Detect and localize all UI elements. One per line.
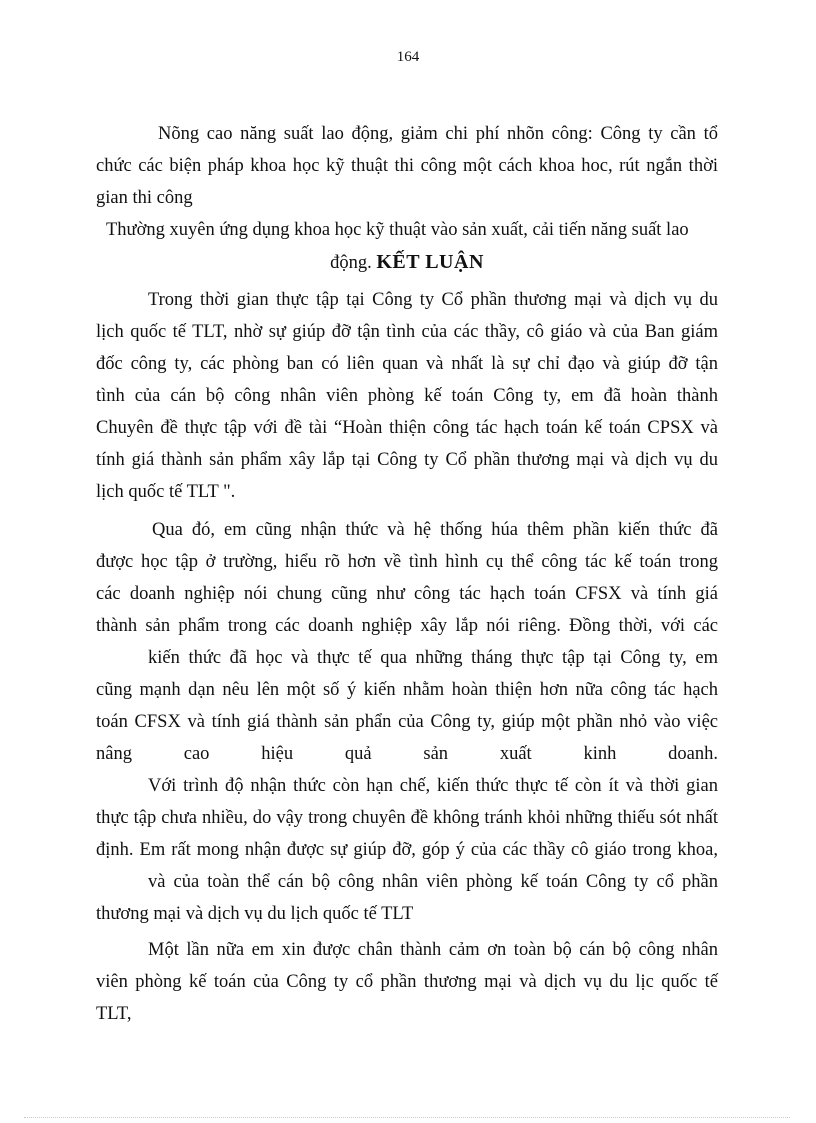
text-line: lịch quốc tế TLT ". xyxy=(96,482,236,502)
text-line: tình của cán bộ công nhân viên phòng kế toán Công ty, em đã hoàn thành xyxy=(96,386,718,406)
text-line: gian thi công xyxy=(96,188,193,208)
text-line: TLT, xyxy=(96,1004,132,1024)
text-line: và của toàn thể cán bộ công nhân viên phòng kế toán Công ty cổ phần xyxy=(148,872,718,892)
text-line: thực tập chưa nhiều, do vậy trong chuyên đề không tránh khỏi những thiếu sót nhất xyxy=(96,808,718,828)
text-line: kiến thức đã học và thực tế qua những tháng thực tập tại Công ty, em xyxy=(148,648,718,668)
text-line: được học tập ở trường, hiểu rõ hơn về tình hình cụ thể công tác kế toán trong xyxy=(96,552,718,572)
text-line: viên phòng kế toán của Công ty cổ phần thương mại và dịch vụ du lịc quốc tế xyxy=(96,972,718,992)
text-line: Chuyên đề thực tập với đề tài “Hoàn thiện công tác hạch toán kế toán CPSX và xyxy=(96,418,718,438)
page-number: 164 xyxy=(396,49,420,65)
text-line: Qua đó, em cũng nhận thức và hệ thống húa thêm phần kiến thức đã xyxy=(152,520,718,540)
text-line: Một lần nữa em xin được chân thành cảm ơn toàn bộ cán bộ công nhân xyxy=(148,940,718,960)
text-line: đốc công ty, các phòng ban có liên quan và nhất là sự chỉ đạo và giúp đỡ tận xyxy=(96,354,718,374)
text-line: tính giá thành sản phẩm xây lắp tại Công ty Cổ phần thương mại và dịch vụ du xyxy=(96,450,718,470)
page-bottom-rule xyxy=(24,1117,790,1118)
text-line: toán CFSX và tính giá thành sản phẩn của Công ty, giúp một phần nhỏ vào việc xyxy=(96,712,718,732)
text-line: cũng mạnh dạn nêu lên một số ý kiến nhằm hoàn thiện hơn nữa công tác hạch xyxy=(96,680,718,700)
text-line: Với trình độ nhận thức còn hạn chế, kiến thức thực tế còn ít và thời gian xyxy=(148,776,718,796)
text-line: thương mại và dịch vụ du lịch quốc tế TLT xyxy=(96,904,414,924)
text-line: Thường xuyên ứng dụng khoa học kỹ thuật vào sản xuất, cải tiến năng suất lao xyxy=(106,220,689,240)
text-line: thành sản phẩm trong các doanh nghiệp xây lắp nói riêng. Đồng thời, với các xyxy=(96,616,718,636)
conclusion-heading-line xyxy=(96,246,718,279)
text-line: các doanh nghiệp nói chung cũng như công tác hạch toán CFSX và tính giá xyxy=(96,584,718,604)
text-line: Nõng cao năng suất lao động, giảm chi phí nhõn công: Công ty cần tổ xyxy=(158,124,718,144)
section-heading: KẾT LUẬN xyxy=(376,251,484,273)
text-line: nâng cao hiệu quả sản xuất kinh doanh. xyxy=(96,744,718,764)
text-line: lịch quốc tế TLT, nhờ sự giúp đỡ tận tình của các thầy, cô giáo và của Ban giám xyxy=(96,322,718,342)
text-line: Trong thời gian thực tập tại Công ty Cổ phần thương mại và dịch vụ du xyxy=(148,290,718,310)
text-line: định. Em rất mong nhận được sự giúp đỡ, góp ý của các thầy cô giáo trong khoa, xyxy=(96,840,718,860)
text-fragment: động. xyxy=(330,253,372,273)
text-line: chức các biện pháp khoa học kỹ thuật thi công một cách khoa hoc, rút ngắn thời xyxy=(96,156,718,176)
